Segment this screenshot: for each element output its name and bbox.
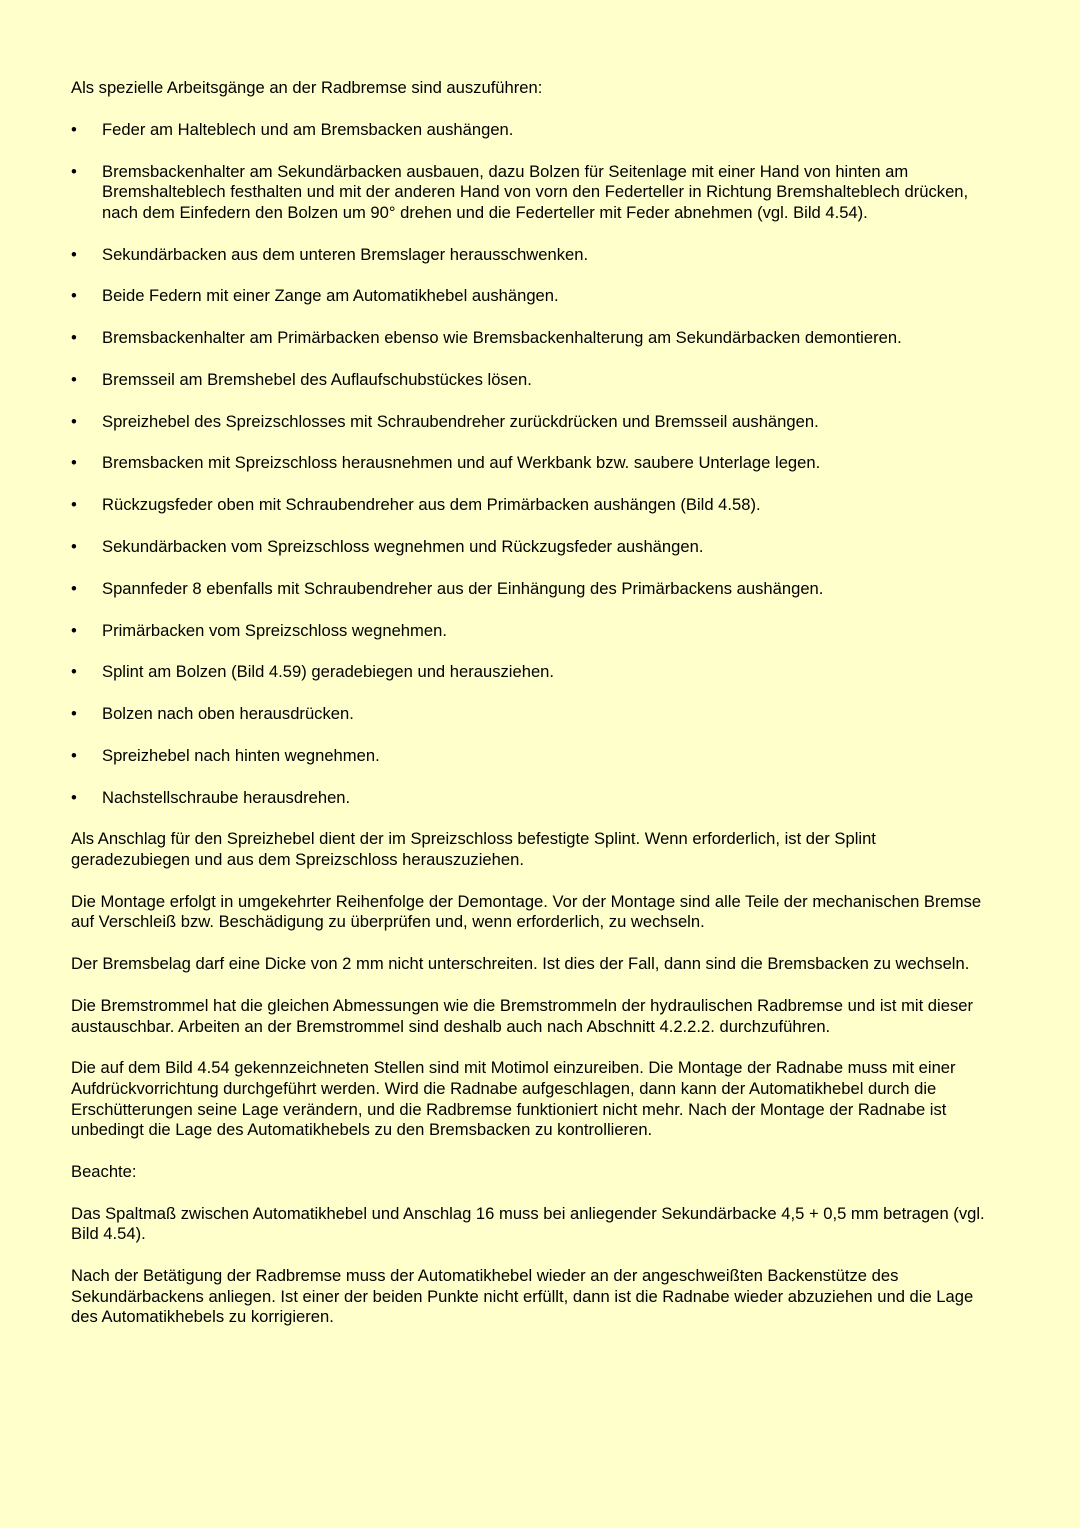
bullet: • (71, 453, 77, 473)
list-item (71, 495, 990, 516)
bullet: • (71, 286, 77, 306)
step-text: Bolzen nach oben herausdrücken. (102, 704, 354, 724)
step-text: Sekundärbacken aus dem unteren Bremslager herausschwenken. (102, 244, 589, 264)
list-item (71, 746, 990, 767)
list-item (71, 412, 990, 433)
step-text: Splint am Bolzen (Bild 4.59) geradebiegen und herausziehen. (102, 662, 555, 682)
bullet: • (71, 328, 77, 348)
bullet: • (71, 578, 77, 598)
list-item (71, 662, 990, 683)
step-text: Spannfeder 8 ebenfalls mit Schraubendreher aus der Einhängung des Primärbackens aushängen. (102, 578, 824, 598)
step-text: Bremsbacken mit Spreizschloss herausnehmen und auf Werkbank bzw. saubere Unterlage legen. (102, 453, 821, 473)
bullet: • (71, 662, 77, 682)
steps-list (71, 120, 990, 809)
list-item (71, 370, 990, 391)
bullet: • (71, 745, 77, 765)
step-text: Primärbacken vom Spreizschloss wegnehmen. (102, 620, 447, 640)
list-item (71, 621, 990, 642)
list-item (71, 788, 990, 809)
list-item (71, 579, 990, 600)
bullet: • (71, 244, 77, 264)
bullet: • (71, 161, 77, 181)
paragraph-betaetigung: Nach der Betätigung der Radbremse muss der Automatikhebel wieder an der angeschweißten Backenstütze des Sekundärbackens anliegen. Ist einer der beiden Punkte nicht erfüllt, dann ist die Radnabe wieder abzuziehen und die Lage des Automatikhebels zu korrigieren. (71, 1266, 974, 1327)
list-item (71, 704, 990, 725)
step-text: Bremsseil am Bremshebel des Auflaufschubstückes lösen. (102, 369, 532, 389)
paragraph-montage: Die Montage erfolgt in umgekehrter Reihenfolge der Demontage. Vor der Montage sind alle Teile der mechanischen Bremse auf Verschleiß bzw. Beschädigung zu überprüfen und, wenn erforderlich, zu wechseln. (71, 891, 982, 932)
list-item (71, 328, 990, 349)
paragraph-beachte: Beachte: (71, 1161, 137, 1181)
list-item (71, 120, 990, 141)
bullet: • (71, 369, 77, 389)
list-item (71, 286, 990, 307)
list-item (71, 162, 990, 224)
bullet: • (71, 495, 77, 515)
step-text: Beide Federn mit einer Zange am Automatikhebel aushängen. (102, 286, 559, 306)
step-text: Nachstellschraube herausdrehen. (102, 787, 351, 807)
bullet: • (71, 787, 77, 807)
bullet: • (71, 119, 77, 139)
paragraph-splint: Als Anschlag für den Spreizhebel dient der im Spreizschloss befestigte Splint. Wenn erforderlich, ist der Splint geradezubiegen und aus dem Spreizschloss herauszuziehen. (71, 829, 876, 870)
list-item (71, 453, 990, 474)
list-item (71, 245, 990, 266)
step-text: Bremsbackenhalter am Primärbacken ebenso wie Bremsbackenhalterung am Sekundärbacken demontieren. (102, 328, 902, 348)
paragraph-radnabe: Die auf dem Bild 4.54 gekennzeichneten Stellen sind mit Motimol einzureiben. Die Montage der Radnabe muss mit einer Aufdrückvorrichtung durchgeführt werden. Wird die Radnabe aufgeschlagen, dann kann der Automatikhebel durch die Erschütterungen seine Lage verändern, und die Radbremse funktioniert nicht mehr. Nach der Montage der Radnabe ist unbedingt die Lage des Automatikhebels zu den Bremsbacken zu kontrollieren. (71, 1058, 956, 1140)
bullet: • (71, 411, 77, 431)
paragraph-bremsbelag: Der Bremsbelag darf eine Dicke von 2 mm nicht unterschreiten. Ist dies der Fall, dann sind die Bremsbacken zu wechseln. (71, 954, 970, 974)
step-text: Rückzugsfeder oben mit Schraubendreher aus dem Primärbacken aushängen (Bild 4.58). (102, 495, 761, 515)
bullet: • (71, 537, 77, 556)
step-text: Spreizhebel nach hinten wegnehmen. (102, 745, 380, 765)
intro-paragraph: Als spezielle Arbeitsgänge an der Radbremse sind auszuführen: (71, 78, 543, 97)
list-item (71, 537, 990, 558)
bullet: • (71, 704, 77, 724)
bullet: • (71, 620, 77, 640)
paragraph-spaltmass: Das Spaltmaß zwischen Automatikhebel und Anschlag 16 muss bei anliegender Sekundärbacke 4,5 + 0,5 mm betragen (vgl. Bild 4.54). (71, 1203, 985, 1244)
paragraph-bremstrommel: Die Bremstrommel hat die gleichen Abmessungen wie die Bremstrommeln der hydraulischen Radbremse und ist mit dieser austauschbar. Arbeiten an der Bremstrommel sind deshalb auch nach Abschnitt 4.2.2.2. durchzuführen. (71, 996, 973, 1036)
step-text: Bremsbackenhalter am Sekundärbacken ausbauen, dazu Bolzen für Seitenlage mit einer Hand von hinten am Bremshalteblech festhalten und mit der anderen Hand von vorn den Federteller in Richtung Bremshalteblech drücken, nach dem Einfedern den Bolzen um 90° drehen und die Federteller mit Feder abnehmen (vgl. Bild 4.54). (102, 161, 969, 222)
step-text: Sekundärbacken vom Spreizschloss wegnehmen und Rückzugsfeder aushängen. (102, 537, 704, 556)
step-text: Spreizhebel des Spreizschlosses mit Schraubendreher zurückdrücken und Bremsseil aushängen. (102, 411, 819, 431)
step-text: Feder am Halteblech und am Bremsbacken aushängen. (102, 119, 514, 139)
